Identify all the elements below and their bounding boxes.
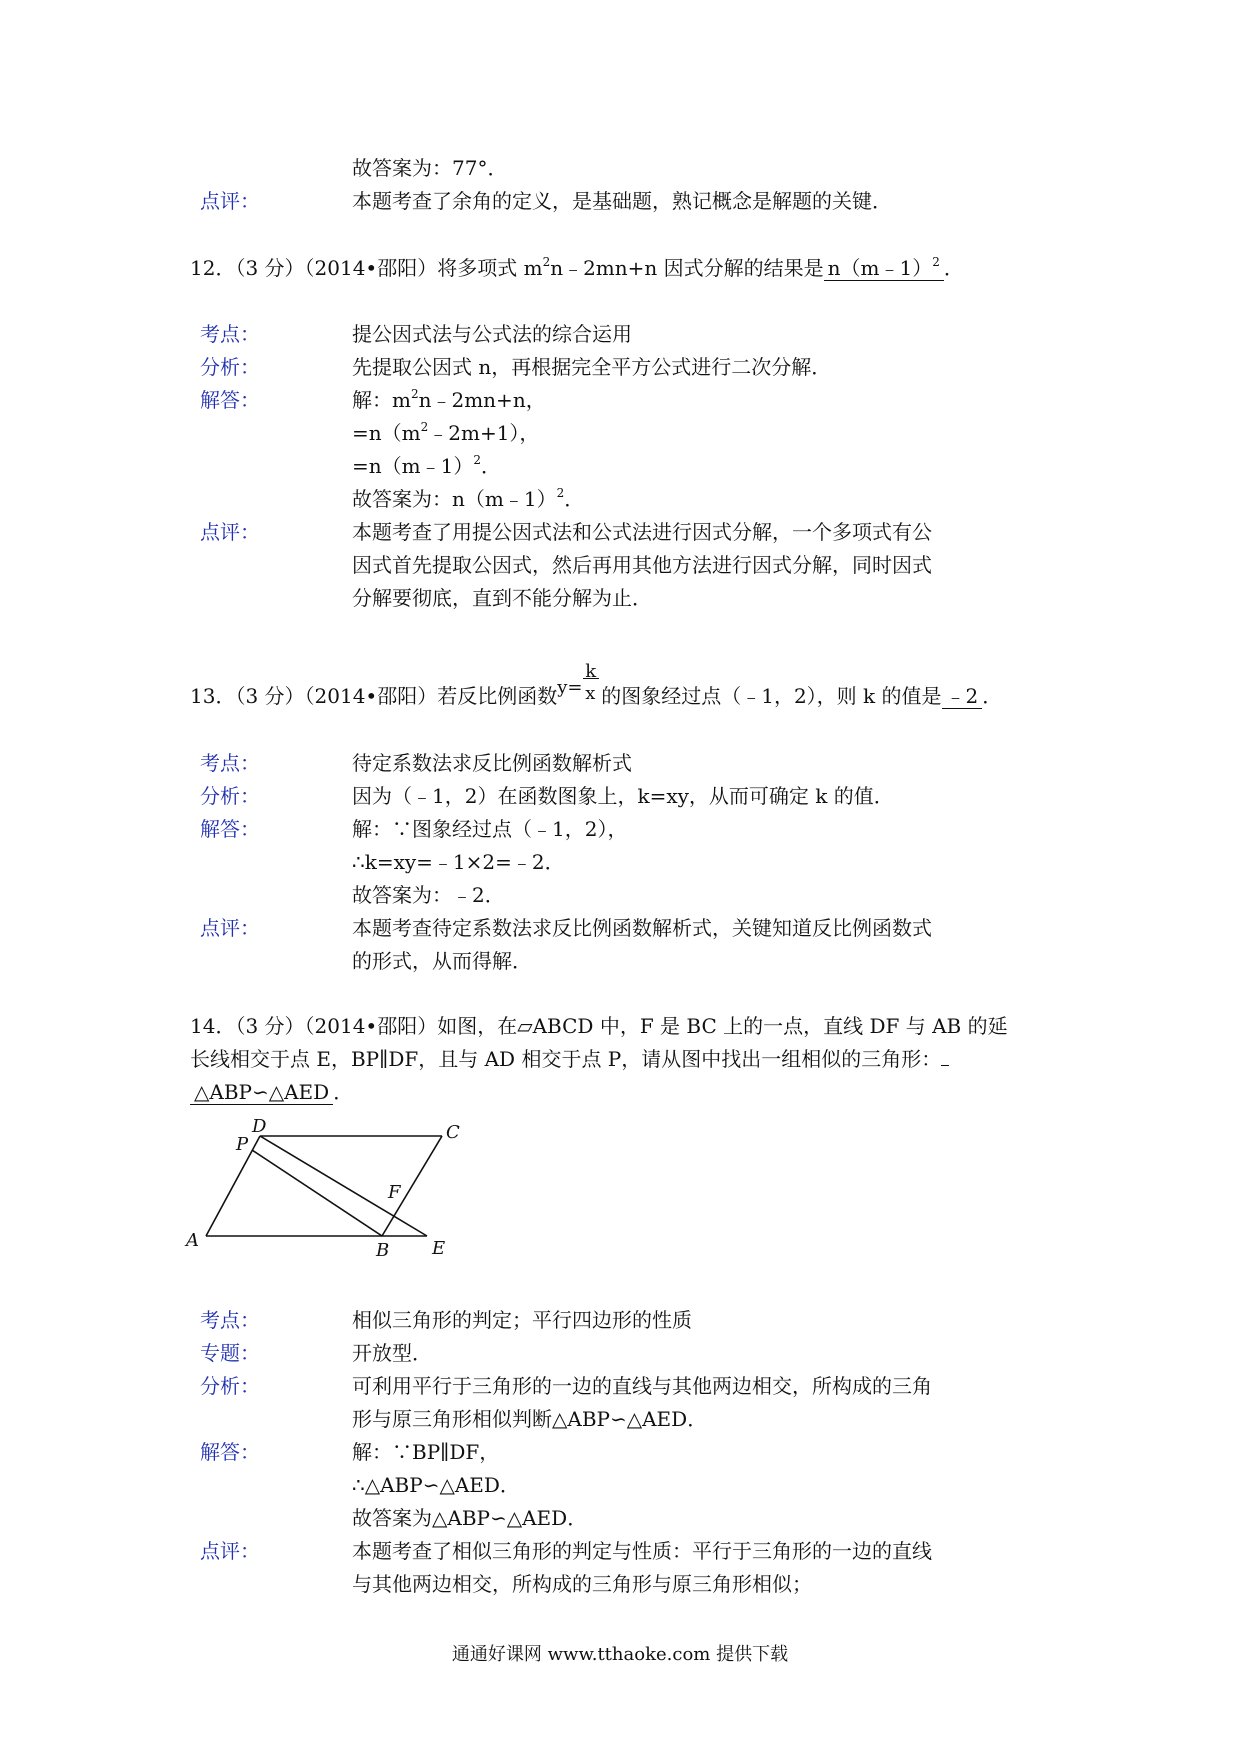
question-13-answer: ﹣2: [942, 684, 983, 709]
question-14-stem: 14．（3 分）（2014•邵阳）如图，在▱ABCD 中，F 是 BC 上的一点，直线 DF 与 AB 的延: [190, 1014, 1008, 1038]
jieda-line: ∴△ABP∽△AED．: [352, 1473, 520, 1497]
question-12-stem: 12．（3 分）（2014•邵阳）将多项式 $m^2n﹣2mn+n$ 因式分解的结果是 n（m﹣1）$^2$ ．: [190, 255, 964, 280]
label-F: F: [388, 1182, 401, 1203]
label-D: D: [252, 1116, 267, 1137]
jieda-line: =n（m﹣1）$^2$．: [352, 453, 501, 478]
fenxi-text: 形与原三角形相似判断△ABP∽△AED．: [352, 1407, 708, 1431]
fenxi-label: 分析：: [200, 1374, 260, 1398]
kaodian-text: 相似三角形的判定；平行四边形的性质: [352, 1308, 692, 1332]
jieda-line: 解：∵图象经过点（﹣1，2），: [352, 817, 628, 841]
dianping-label: 点评：: [200, 916, 260, 940]
question-14-answer: △ABP∽△AED: [190, 1080, 333, 1105]
dianping-label: 点评：: [200, 1539, 260, 1563]
dianping-text: 的形式，从而得解．: [352, 949, 532, 973]
label-C: C: [446, 1122, 460, 1143]
jieda-line: 故答案为：﹣2．: [352, 883, 505, 907]
zhuanti-text: 开放型．: [352, 1341, 432, 1365]
line-AD: [206, 1136, 260, 1236]
kaodian-label: 考点：: [200, 751, 260, 775]
label-P: P: [236, 1134, 249, 1155]
jieda-line: 故答案为：n（m﹣1）$^2$．: [352, 486, 585, 511]
fenxi-text: 先提取公因式 n，再根据完全平方公式进行二次分解．: [352, 355, 832, 379]
fraction-k-over-x: y= k x: [557, 682, 601, 710]
line-PB: [252, 1150, 382, 1236]
question-14-answer-line: △ABP∽△AED ．: [190, 1078, 353, 1106]
label-A: A: [186, 1230, 199, 1251]
dianping-label: 点评：: [200, 520, 260, 544]
kaodian-text: 待定系数法求反比例函数解析式: [352, 751, 632, 775]
kaodian-label: 考点：: [200, 322, 260, 346]
line-DE: [260, 1136, 427, 1236]
dianping-text: 本题考查待定系数法求反比例函数解析式，关键知道反比例函数式: [352, 916, 932, 940]
jieda-line: $=n(m^2﹣2m+1)$，: [352, 420, 540, 445]
dianping-text: 本题考查了用提公因式法和公式法进行因式分解，一个多项式有公: [352, 520, 932, 544]
jieda-line: 解：$m^2n﹣2mn+n$，: [352, 387, 546, 412]
kaodian-text: 提公因式法与公式法的综合运用: [352, 322, 632, 346]
jieda-line: 故答案为△ABP∽△AED．: [352, 1506, 588, 1530]
jieda-line: ∴k=xy=﹣1×2=﹣2．: [352, 850, 565, 874]
answer-line: 故答案为：77°．: [352, 156, 508, 180]
page-footer: 通通好课网 www.tthaoke.com 提供下载: [451, 1644, 789, 1665]
jieda-label: 解答：: [200, 1440, 260, 1464]
jieda-label: 解答：: [200, 817, 260, 841]
dianping-text: 因式首先提取公因式，然后再用其他方法进行因式分解，同时因式: [352, 553, 932, 577]
jieda-label: 解答：: [200, 388, 260, 412]
comment-label: 点评：: [200, 189, 260, 213]
question-13-stem: 13．（3 分）（2014•邵阳）若反比例函数 y= k x 的图象经过点（﹣1，2），则 k 的值是 ﹣2 ．: [190, 661, 1003, 708]
dianping-text: 与其他两边相交，所构成的三角形与原三角形相似；: [352, 1572, 812, 1596]
fenxi-label: 分析：: [200, 355, 260, 379]
parallelogram-figure: [182, 1116, 482, 1256]
dianping-text: 本题考查了相似三角形的判定与性质：平行于三角形的一边的直线: [352, 1539, 932, 1563]
question-12-answer: n（m﹣1）$^2$: [824, 256, 944, 281]
label-B: B: [376, 1240, 390, 1256]
label-E: E: [432, 1238, 446, 1256]
jieda-line: 解：∵BP∥DF，: [352, 1440, 500, 1464]
question-14-stem: 长线相交于点 E，BP∥DF，且与 AD 相交于点 P，请从图中找出一组相似的三角形：: [190, 1045, 949, 1073]
zhuanti-label: 专题：: [200, 1341, 260, 1365]
fenxi-text: 可利用平行于三角形的一边的直线与其他两边相交，所构成的三角: [352, 1374, 932, 1398]
fenxi-label: 分析：: [200, 784, 260, 808]
fenxi-text: 因为（﹣1，2）在函数图象上，k=xy，从而可确定 k 的值．: [352, 784, 894, 808]
dianping-text: 分解要彻底，直到不能分解为止．: [352, 586, 652, 610]
kaodian-label: 考点：: [200, 1308, 260, 1332]
comment-text: 本题考查了余角的定义，是基础题，熟记概念是解题的关键．: [352, 189, 892, 213]
